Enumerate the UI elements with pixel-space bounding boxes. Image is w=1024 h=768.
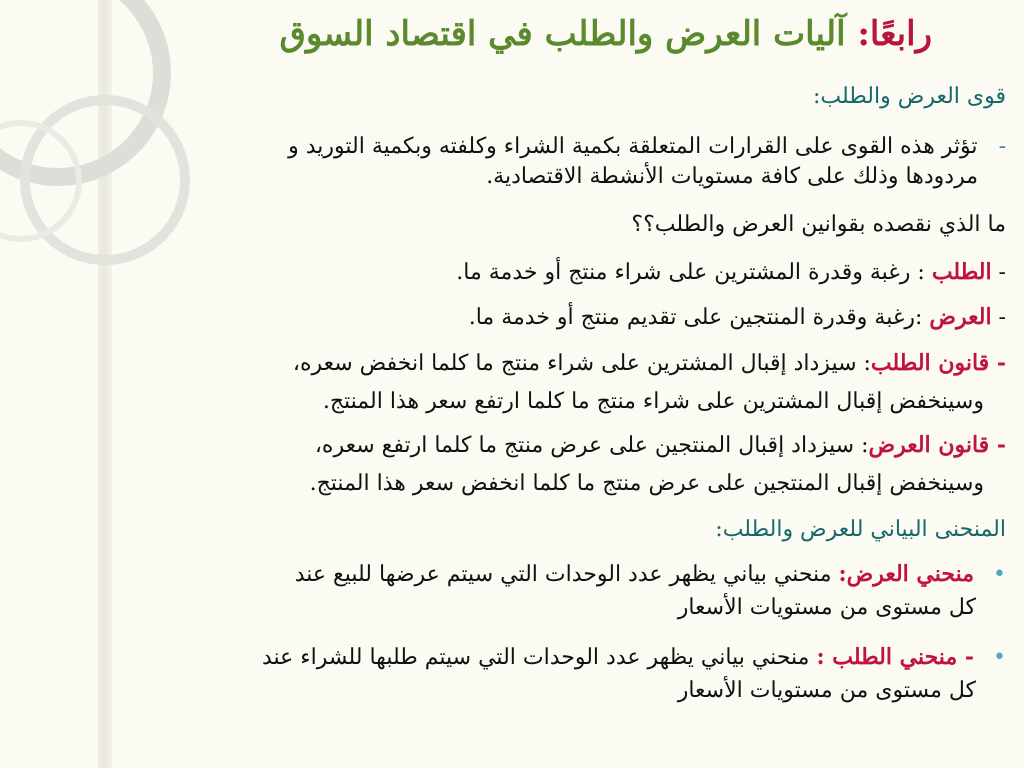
demand-law-line1: - قانون الطلب: سيزداد إقبال المشترين على شراء منتج ما كلما انخفض سعره،	[292, 350, 1006, 376]
demand-curve-line2: كل مستوى من مستويات الأسعار	[677, 678, 976, 703]
supply-law-term: قانون العرض	[868, 432, 990, 458]
bullet-icon: •	[993, 562, 1006, 587]
demand-curve-term: - منحني الطلب :	[816, 644, 975, 670]
demand-law-term: قانون الطلب	[870, 350, 990, 376]
title-text: آليات العرض والطلب في اقتصاد السوق	[279, 14, 858, 54]
demand-term: الطلب	[931, 259, 992, 285]
demand-curve-line1: • - منحني الطلب : منحني بياني يظهر عدد الوحدات التي سيتم طلبها للشراء عند	[261, 644, 1006, 670]
supply-law-line2: وسينخفض إقبال المنتجين على عرض منتج ما كلما انخفض سعر هذا المنتج.	[309, 471, 984, 496]
section-heading-curves: المنحنى البياني للعرض والطلب:	[715, 517, 1006, 542]
supply-term: العرض	[929, 304, 992, 330]
para1-line2: مردودها وذلك على كافة مستويات الأنشطة الاقتصادية.	[486, 164, 978, 189]
title-lead: رابعًا:	[857, 14, 932, 54]
supply-curve-line2: كل مستوى من مستويات الأسعار	[677, 595, 976, 620]
list-marker: -	[998, 134, 1006, 159]
demand-definition: - الطلب : رغبة وقدرة المشترين على شراء منتج أو خدمة ما.	[456, 259, 1006, 285]
supply-curve-term: منحني العرض:	[838, 561, 975, 587]
question-text: ما الذي نقصده بقوانين العرض والطلب؟؟	[631, 212, 1006, 237]
section-heading-forces: قوى العرض والطلب:	[812, 84, 1006, 109]
demand-law-line2: وسينخفض إقبال المشترين على شراء منتج ما كلما ارتفع سعر هذا المنتج.	[322, 389, 984, 414]
slide-title	[32, 14, 932, 54]
bullet-icon: •	[993, 645, 1006, 670]
supply-law-line1: - قانون العرض: سيزداد إقبال المنتجين على عرض منتج ما كلما ارتفع سعره،	[314, 432, 1006, 458]
para1-line1: - تؤثر هذه القوى على القرارات المتعلقة بكمية الشراء وكلفته وبكمية التوريد و	[288, 134, 1006, 159]
supply-definition: - العرض :رغبة وقدرة المنتجين على تقديم منتج أو خدمة ما.	[468, 304, 1006, 330]
supply-curve-line1: • منحني العرض: منحني بياني يظهر عدد الوحدات التي سيتم عرضها للبيع عند	[294, 561, 1006, 587]
